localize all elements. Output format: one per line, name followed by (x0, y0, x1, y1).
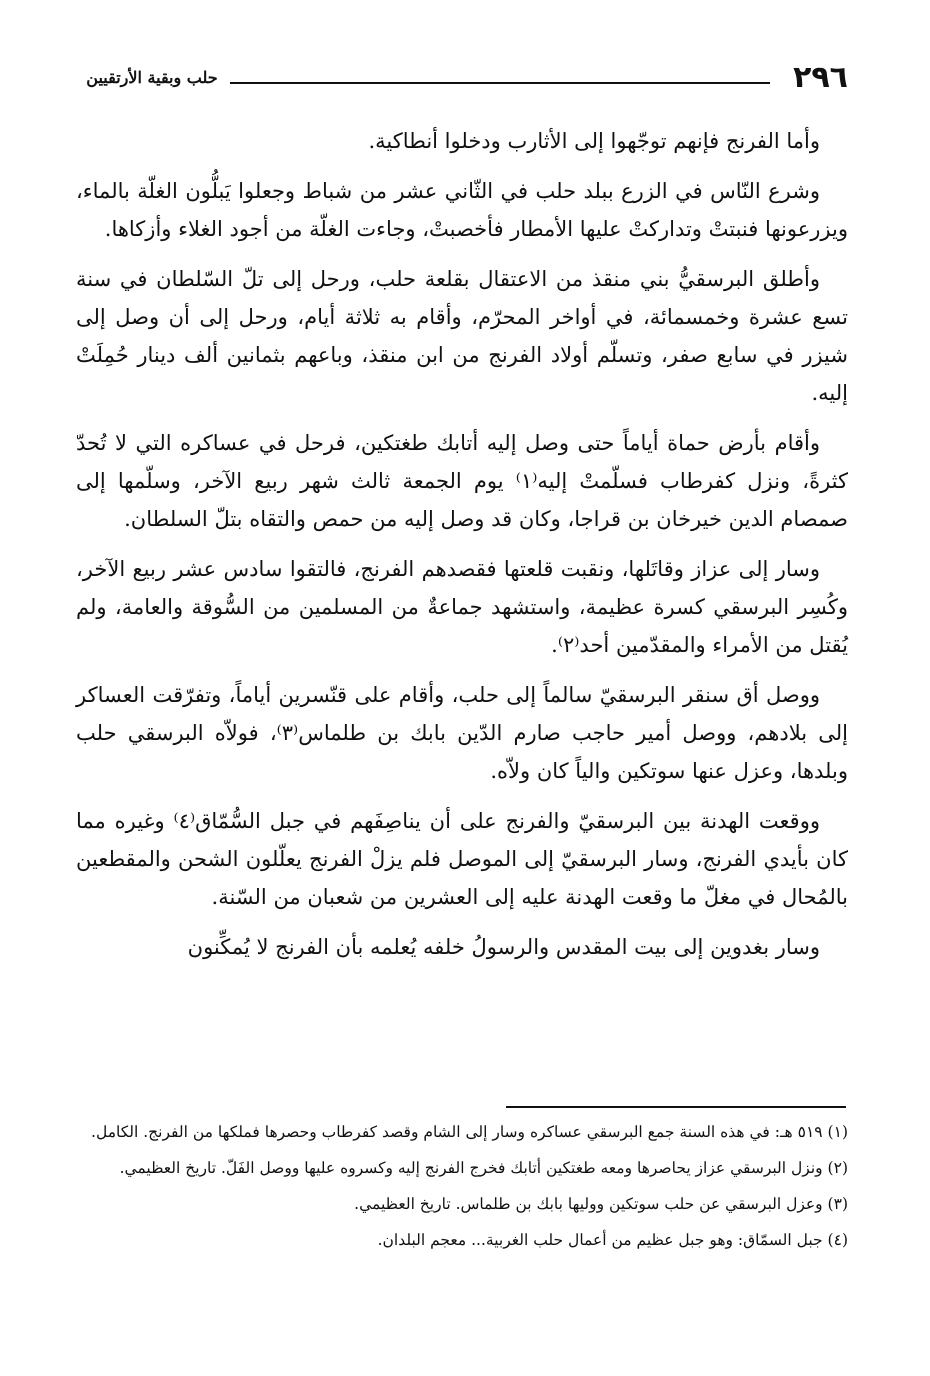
page-number: ٢٩٦ (793, 60, 848, 95)
footnote: (١) ٥١٩ هـ: في هذه السنة جمع البرسقي عساكره وسار إلى الشام وقصد كفرطاب وحصرها فملكها من الفرنج. الكامل. (91, 1123, 848, 1141)
paragraph: ووقعت الهدنة بين البرسقيّ والفرنج على أن يناصِفَهم في جبل السُّمّاق⁽٤⁾ وغيره مما كان بأيدي الفرنج، وسار البرسقيّ إلى الموصل فلم يزلْ الفرنج يعلّلون الشحن والمقطعين بالمُحال في مغلّ ما وقعت الهدنة عليه إلى العشرين من شعبان من السّنة. (76, 809, 848, 909)
footnotes (76, 1118, 848, 1262)
paragraph: وأما الفرنج فإنهم توجّهوا إلى الأثارب ودخلوا أنطاكية. (368, 129, 820, 153)
paragraph: وسار إلى عزاز وقاتَلها، ونقبت قلعتها فقصدهم الفرنج، فالتقوا سادس عشر ربيع الآخر، وكُسِر البرسقي كسرة عظيمة، واستشهد جماعةٌ من المسلمين من السُّوقة والعامة، ولم يُقتل من الأمراء والمقدّمين أحد⁽٢⁾. (76, 557, 848, 657)
paragraph: وسار بغدوين إلى بيت المقدس والرسولُ خلفه يُعلمه بأن الفرنج لا يُمكِّنون (187, 935, 820, 959)
paragraph: ووصل أق سنقر البرسقيّ سالماً إلى حلب، وأقام على قنّسرين أياماً، وتفرّقت العساكر إلى بلادهم، ووصل أمير حاجب صارم الدّين بابك بن طلماس⁽٣⁾، فولاّه البرسقي حلب وبلدها، وعزل عنها سوتكين والياً كان ولاّه. (76, 683, 848, 783)
paragraph: وأطلق البرسقيُّ بني منقذ من الاعتقال بقلعة حلب، ورحل إلى تلّ السّلطان في سنة تسع عشرة وخمسمائة، في أواخر المحرّم، وأقام به ثلاثة أيام، ورحل إلى أن وصل إلى شيزر في سابع صفر، وتسلّم أولاد الفرنج من ابن منقذ، وباعهم بثمانين ألف دينار حُمِلَتْ إليه. (76, 267, 848, 405)
footnote: (٣) وعزل البرسقي عن حلب سوتكين ووليها بابك بن طلماس. تاريخ العظيمي. (354, 1195, 848, 1213)
footnote-rule (506, 1106, 846, 1108)
page-header (78, 60, 848, 100)
footnote: (٢) ونزل البرسقي عزاز يحاصرها ومعه طغتكين أتابك فخرج الفرنج إليه وكسروه عليها ووصل الفَلّ. تاريخ العظيمي. (119, 1159, 848, 1177)
footnote: (٤) جبل السمّاق: وهو جبل عظيم من أعمال حلب الغربية... معجم البلدان. (377, 1231, 848, 1249)
paragraph: وأقام بأرض حماة أياماً حتى وصل إليه أتابك طغتكين، فرحل في عساكره التي لا تُحدّ كثرةً، ونزل كفرطاب فسلّمتْ إليه⁽١⁾ يوم الجمعة ثالث شهر ربيع الآخر، وسلّمها إلى صمصام الدين خيرخان بن قراجا، وكان قد وصل إليه من حمص والتقاه بتلّ السلطان. (76, 431, 849, 531)
running-title: حلب وبقية الأرتقيين (86, 68, 218, 87)
paragraph: وشرع النّاس في الزرع ببلد حلب في الثّاني عشر من شباط وجعلوا يَبلُّون الغلّة بالماء، ويزرعونها فنبتتْ وتداركتْ عليها الأمطار فأخصبتْ، وجاءت الغلّة من أجود الغلاء وأزكاها. (76, 179, 848, 241)
header-rule (230, 82, 770, 84)
main-text (76, 122, 848, 978)
